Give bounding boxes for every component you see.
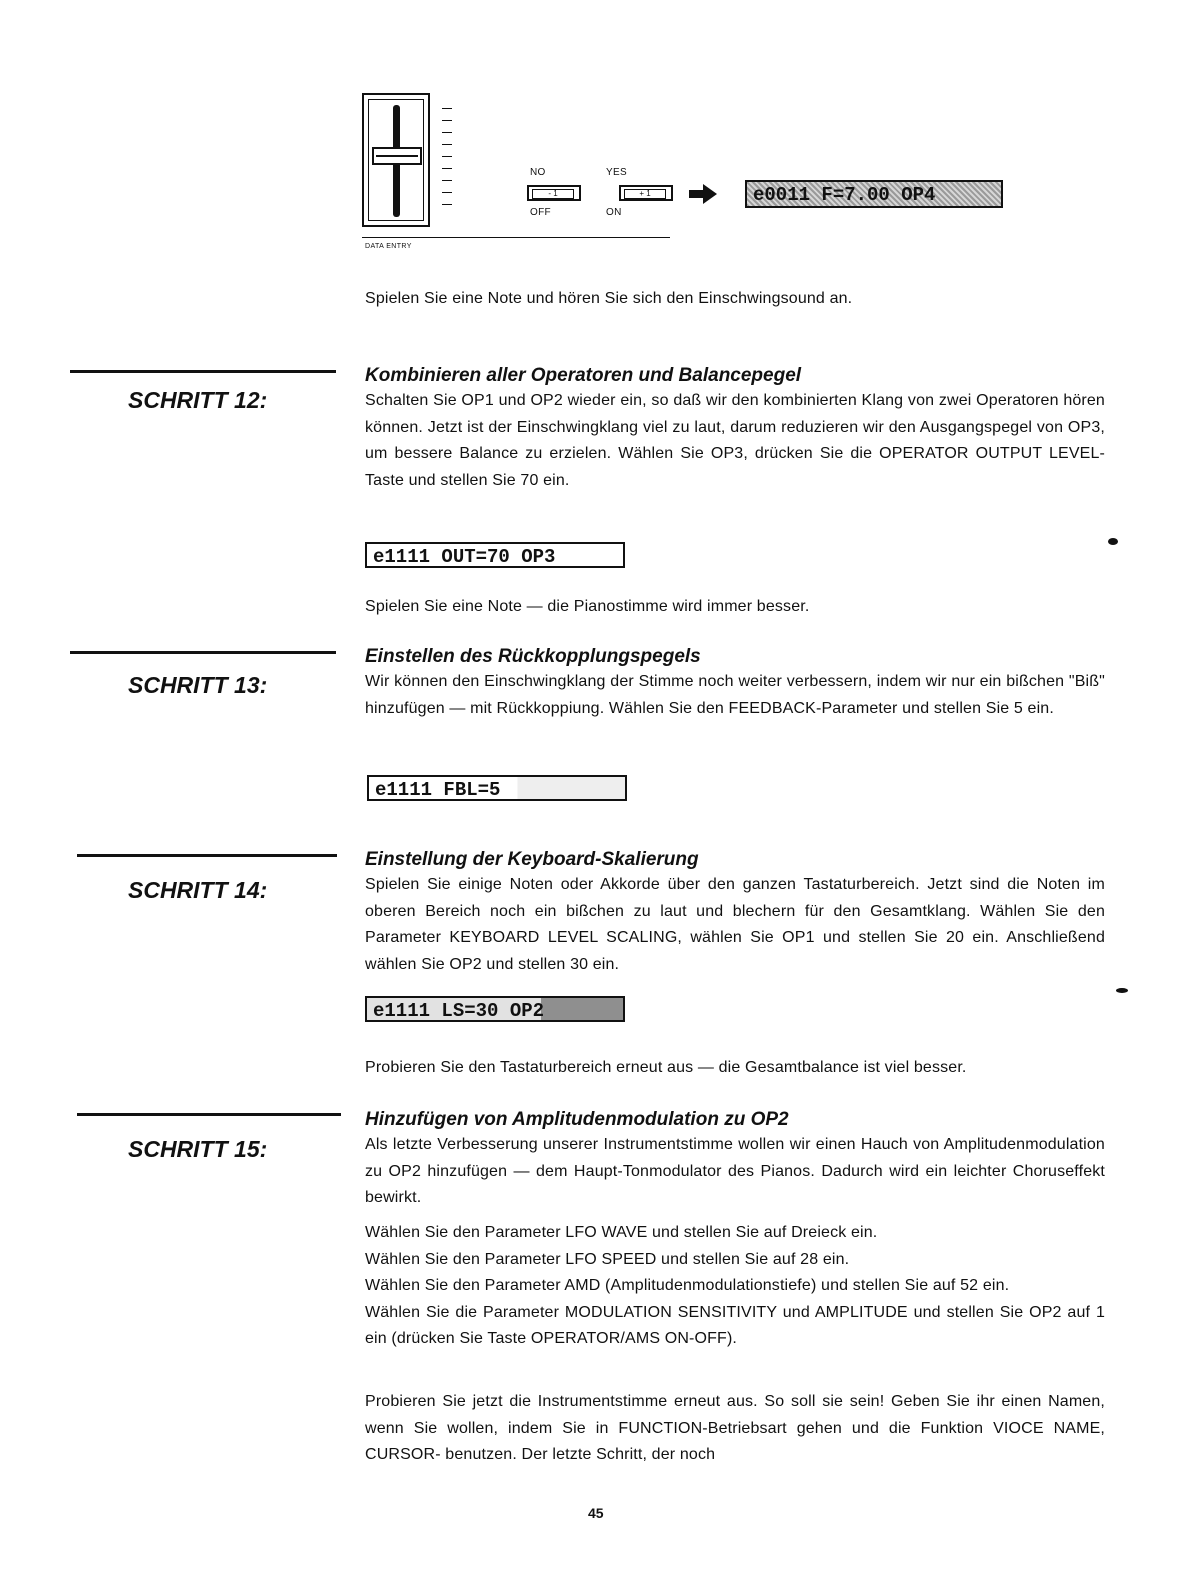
step-14-heading: Einstellung der Keyboard-Skalierung [365,849,699,870]
lcd-display-ls: e1111 LS=30 OP2 [365,996,625,1022]
figure-baseline [362,237,670,238]
minus-one-label: - 1 [532,189,574,199]
step-14-after: Probieren Sie den Tastaturbereich erneut aus — die Gesamtbalance ist viel besser. [365,1059,967,1076]
lcd-display-fbl: e1111 FBL=5 [367,775,627,801]
step-12-after: Spielen Sie eine Note — die Pianostimme wird immer besser. [365,598,810,615]
step-15-rule [77,1113,341,1116]
margin-mark-2 [1116,988,1128,993]
step-15-instructions [365,1220,1105,1353]
step-15-heading: Hinzufügen von Amplitudenmodulation zu OP2 [365,1109,789,1130]
step-15-body: Als letzte Verbesserung unserer Instrumentstimme wollen wir einen Hauch von Amplitudenmodulation zu OP2 hinzufügen — dem Haupt-Tonmodulator des Pianos. Dadurch wird ein leichter Choruseffekt bewirkt. [365,1136,1105,1206]
no-off-button[interactable] [527,185,581,201]
margin-mark [1108,538,1118,545]
lcd-display-op4: e0011 F=7.00 OP4 [745,180,1003,208]
step-12-label: SCHRITT 12: [128,387,268,413]
step-13-rule [70,651,336,654]
instruction-amd: Wählen Sie den Parameter AMD (Amplitudenmodulationstiefe) und stellen Sie auf 52 ein. [365,1277,1010,1294]
instruction-modulation-sensitivity: Wählen Sie die Parameter MODULATION SENSITIVITY und AMPLITUDE und stellen Sie OP2 auf 1 ein (drücken Sie Taste OPERATOR/AMS ON-OFF). [365,1303,1105,1347]
step-15-label: SCHRITT 15: [128,1136,268,1162]
step-14-label: SCHRITT 14: [128,877,268,903]
step-13-heading: Einstellen des Rückkopplungspegels [365,646,701,667]
slider-knob[interactable] [372,147,422,165]
data-entry-slider[interactable] [362,93,430,227]
yes-on-button[interactable] [619,185,673,201]
step-14-rule [77,854,337,857]
page-number: 45 [588,1505,604,1521]
arrow-right-icon [688,183,718,205]
data-entry-label: DATA ENTRY [365,243,412,250]
on-label: ON [606,207,622,218]
step-12-heading: Kombinieren aller Operatoren und Balancepegel [365,365,802,386]
no-label: NO [530,167,546,178]
step-13-label: SCHRITT 13: [128,672,268,698]
instruction-lfo-wave: Wählen Sie den Parameter LFO WAVE und stellen Sie auf Dreieck ein. [365,1224,878,1241]
step-12-body: Schalten Sie OP1 und OP2 wieder ein, so daß wir den kombinierten Klang von zwei Operatoren hören können. Jetzt ist der Einschwingklang viel zu laut, darum reduzieren wir den Ausgangspegel von OP3, um bessere Balance zu erzielen. Wählen Sie OP3, drücken Sie die OPERATOR OUTPUT LEVEL-Taste und stellen Sie 70 ein. [365,392,1105,489]
step-12-rule [70,370,336,373]
off-label: OFF [530,207,551,218]
yes-label: YES [606,167,627,178]
step-15-closing: Probieren Sie jetzt die Instrumentstimme erneut aus. So soll sie sein! Geben Sie ihr einen Namen, wenn Sie wollen, indem Sie in FUNCTION-Betriebsart gehen und die Funktion VIOCE NAME, CURSOR- benutzen. Der letzte Schritt, der noch [365,1393,1105,1463]
lcd-display-out: e1111 OUT=70 OP3 [365,542,625,568]
step-14-body: Spielen Sie einige Noten oder Akkorde über den ganzen Tastaturbereich. Jetzt sind die Noten im oberen Bereich noch ein bißchen zu laut und blechern für den Gesamtklang. Wählen Sie den Parameter KEYBOARD LEVEL SCALING, wählen Sie OP1 und stellen Sie 20 ein. Anschließend wählen Sie OP2 und stellen 30 ein. [365,876,1105,973]
intro-text: Spielen Sie eine Note und hören Sie sich den Einschwingsound an. [365,290,853,307]
instruction-lfo-speed: Wählen Sie den Parameter LFO SPEED und stellen Sie auf 28 ein. [365,1250,850,1268]
plus-one-label: + 1 [624,189,666,199]
step-13-body: Wir können den Einschwingklang der Stimme noch weiter verbessern, indem wir nur ein bißchen "Biß" hinzufügen — mit Rückkoppiung. Wählen Sie den FEEDBACK-Parameter und stellen Sie 5 ein. [365,673,1105,717]
